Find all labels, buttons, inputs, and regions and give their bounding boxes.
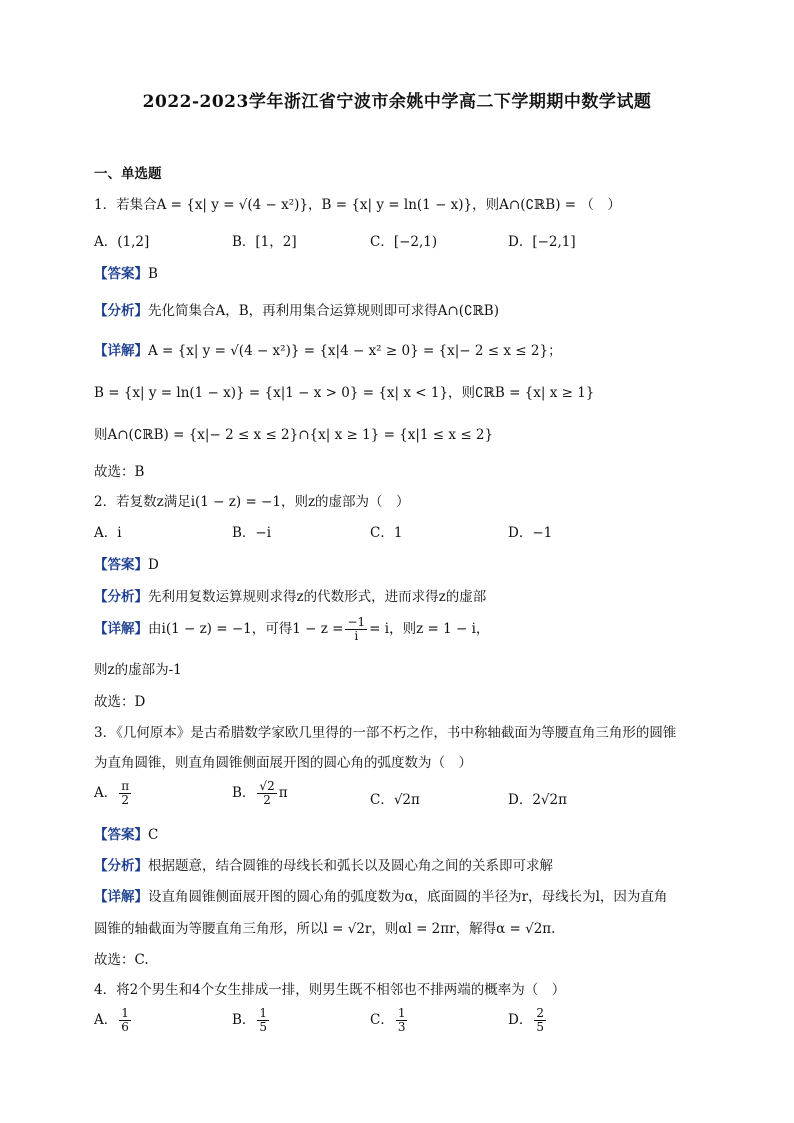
answer-tag: 【答案】 [94,266,148,282]
q1-option-a: A．(1,2] [94,234,150,250]
q4-option-c [370,1007,409,1034]
q3-option-a-den: 2 [121,793,130,807]
q4-option-a-num: 1 [121,1006,129,1020]
q1-option-c: C．[−2,1) [370,234,438,250]
q2-fraction [345,616,367,643]
q3-analysis-text: 根据题意，结合圆锥的母线长和弧长以及圆心角之间的关系即可求解 [148,858,553,874]
q3-option-c: C．√2π [370,792,420,808]
page-title: 2022-2023学年浙江省宁波市余姚中学高二下学期期中数学试题 [142,92,652,112]
q2-detail-1 [94,616,489,643]
q3-option-b-fraction [257,780,276,807]
q3-option-b-letter: B． [232,785,256,801]
q1-detail-3: 则A∩(∁ℝB) = {x|− 2 ≤ x ≤ 2}∩{x| x ≥ 1} = {x|1 ≤ x ≤ 2} [94,427,494,443]
q4-option-d-letter: D． [508,1012,533,1028]
q4-option-a-den: 6 [121,1020,129,1034]
q2-choose: 故选：D [94,694,146,710]
q4-option-c-num: 1 [397,1006,406,1020]
q2-stem: 2．若复数z满足i(1 − z) = −1，则z的虚部为（ ） [94,494,410,510]
q3-analysis [94,854,553,874]
detail-tag: 【详解】 [94,621,148,637]
q2-option-b: B．−i [232,525,272,541]
q3-option-b-den: 2 [263,793,271,807]
answer-tag: 【答案】 [94,557,148,573]
q1-detail-2: B = {x| y = ln(1 − x)} = {x|1 − x > 0} = {x| x < 1}，则∁ℝB = {x| x ≥ 1} [94,385,595,401]
q1-option-b: B．[1，2] [232,234,297,250]
section-heading: 一、单选题 [94,166,162,182]
q4-option-a-letter: A． [94,1012,118,1028]
q3-option-b-num: √2 [259,779,275,793]
q1-stem: 1．若集合A = {x| y = √(4 − x²)}，B = {x| y = ln(1 − x)}，则A∩(∁ℝB) = （ ） [94,197,621,213]
answer-tag: 【答案】 [94,827,148,843]
q3-detail-1 [94,885,667,905]
q3-option-d: D．2√2π [508,792,567,808]
analysis-tag: 【分析】 [94,589,148,605]
q2-answer-value: D [148,557,159,573]
q4-option-c-den: 3 [397,1020,406,1034]
q3-answer [94,823,158,843]
q1-option-d: D．[−2,1] [508,234,576,250]
q4-option-b-fraction [257,1007,269,1034]
q4-option-c-fraction [396,1007,408,1034]
q1-detail-1-text: A = {x| y = √(4 − x²)} = {x|4 − x² ≥ 0} = {x|− 2 ≤ x ≤ 2}； [148,343,562,359]
q4-option-d [508,1007,548,1034]
q2-analysis [94,585,486,605]
q2-option-c: C．1 [370,525,403,541]
q1-detail-1 [94,339,562,359]
q3-option-a [94,780,133,807]
q1-analysis-text: 先化简集合A，B，再利用集合运算规则即可求得A∩(∁ℝB) [148,303,499,319]
q4-option-a-fraction [119,1007,131,1034]
q2-option-d: D．−1 [508,525,553,541]
q1-choose: 故选：B [94,464,145,480]
q4-option-b [232,1007,271,1034]
q2-detail-pre: 由i(1 − z) = −1，可得1 − z = [148,621,344,637]
q3-stem-1: 3．《几何原本》是古希腊数学家欧几里得的一部不朽之作，书中称轴截面为等腰直角三角形的圆锥 [94,725,677,741]
q4-stem: 4．将2个男生和4个女生排成一排，则男生既不相邻也不排两端的概率为（ ） [94,982,566,998]
q4-option-b-letter: B． [232,1012,256,1028]
q3-choose: 故选：C. [94,952,149,968]
q3-option-b [232,780,288,807]
detail-tag: 【详解】 [94,343,148,359]
q4-option-d-fraction [534,1007,546,1034]
q3-answer-value: C [148,827,159,843]
q1-answer [94,262,158,282]
q2-detail-post: = i，则z = 1 − i， [369,621,490,637]
q4-option-c-letter: C． [370,1012,394,1028]
q3-option-a-letter: A． [94,785,118,801]
detail-tag: 【详解】 [94,889,148,905]
q3-stem-2: 为直角圆锥，则直角圆锥侧面展开图的圆心角的弧度数为（ ） [94,755,472,771]
q4-option-d-den: 5 [536,1020,544,1034]
q2-analysis-text: 先利用复数运算规则求得z的代数形式，进而求得z的虚部 [148,589,487,605]
q3-option-a-num: π [121,779,130,793]
analysis-tag: 【分析】 [94,303,148,319]
q4-option-b-num: 1 [259,1006,268,1020]
q4-option-d-num: 2 [536,1006,544,1020]
q3-detail-2: 圆锥的轴截面为等腰直角三角形，所以l = √2r，则αl = 2πr，解得α = √2π. [94,921,556,937]
q2-detail-2: 则z的虚部为-1 [94,662,182,678]
q4-option-b-den: 5 [259,1020,268,1034]
q4-option-a [94,1007,133,1034]
q2-fraction-den: i [354,629,359,643]
q1-analysis [94,299,499,319]
q1-answer-value: B [148,266,158,282]
q2-fraction-num: −1 [347,615,366,629]
analysis-tag: 【分析】 [94,858,148,874]
q2-option-a: A．i [94,525,122,541]
q3-option-a-fraction [119,780,131,807]
q3-detail-1-text: 设直角圆锥侧面展开图的圆心角的弧度数为α，底面圆的半径为r，母线长为l，因为直角 [148,889,668,905]
q2-answer [94,553,159,573]
q3-option-b-post: π [278,785,288,801]
